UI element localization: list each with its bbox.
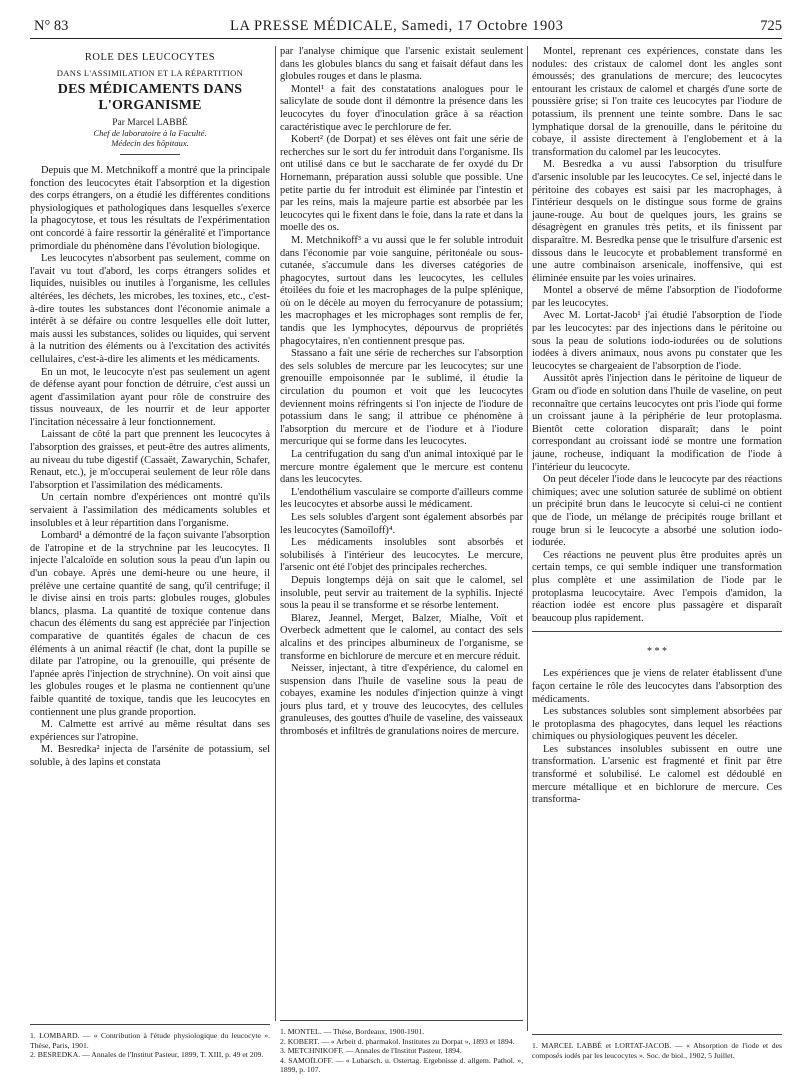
paragraph: M. Besredka² injecta de l'arsénite de potassium, sel soluble, à des lapins et constata (30, 744, 270, 768)
paragraph: Kobert² (de Dorpat) et ses élèves ont fait une série de recherches sur le sort du fer introduit dans l'organisme. Ils ont utilisé dans ce but le saccharate de fer oxydé du Dr Hornemann, préparation aussi soluble que possible. Une petite partie du fer introduit est éliminée par l'intestin et par les reins, mais la majeure partie est absorbée par les leucocytes qui le fixent dans le foie, dans la rate et dans la moelle des os. (280, 134, 523, 234)
paragraph: Aussitôt après l'injection dans le péritoine de liqueur de Gram ou d'iode en solution dans l'huile de vaseline, on peut reconnaître que certains leucocytes ont pris l'iode qui forme un croissant jaune à la périphérie de leur protoplasma. Bientôt cette coloration disparaît; dans le point correspondant au croissant iodé se montre une formation jaune, rocheuse, indiquant la modification de l'iode à l'intérieur du leucocyte. (532, 373, 782, 473)
footnote: 2. KOBERT. — « Arbeit d. pharmakol. Institutes zu Dorpat », 1893 et 1894. (280, 1036, 515, 1046)
paragraph: Montel, reprenant ces expériences, constate dans les nodules: des cristaux de calomel dont les angles sont émoussés; des granulations de mercure; des leucocytes entourant les cristaux de calomel et chargés d'une sorte de poussière grise; si l'on traite ces leucocytes par l'iodure de potassium, ils prennent une teinte sombre. Dans le sac lymphatique dorsal de la grenouille, dans le péritoine du cobaye, il assiste directement à l'englobement et à la transformation du calomel par les leucocytes. (532, 46, 782, 158)
heading-rule (120, 154, 180, 155)
paragraph: Depuis longtemps déjà on sait que le calomel, sel insoluble, peut servir au traitement de la syphilis. Injecté sous la peau il se transforme et se résorbe lentement. (280, 574, 523, 612)
journal-running-title: LA PRESSE MÉDICALE, Samedi, 17 Octobre 1903 (230, 18, 564, 34)
footnote: 1. MONTEL. — Thèse, Bordeaux, 1900-1901. (280, 1027, 425, 1036)
footnote: 3. METCHNIKOFF. — Annales de l'Institut Pasteur, 1894. (280, 1046, 462, 1056)
paragraph: Neisser, injectant, à titre d'expérience, du calomel en suspension dans l'huile de vaseline sous la peau de cobayes, examine les nodules d'injection quinze à vingt jours plus tard, et y trouve des leucocytes, des cellules granuleuses, des gouttes d'huile de vaseline, des vaisseaux thrombosés et infiltrés de granulations noires de mercure. (280, 663, 523, 738)
footnote: 4. SAMOÏLOFF. — « Lubarsch. u. Ostertag. Ergebnisse d. allgem. Pathol. », 1899, p. 107. (280, 1055, 523, 1075)
footnote: 2. BESREDKA. — Annales de l'Institut Pasteur, 1899, T. XIII, p. 49 et 209. (30, 1050, 264, 1060)
footnotes-column-2 (280, 1020, 523, 1075)
article-title-line-1: ROLE DES LEUCOCYTES (84, 52, 216, 63)
article-title-main: DES MÉDICAMENTS DANS L'ORGANISME (57, 82, 243, 113)
paragraph: Montel a observé de même l'absorption de l'iodoforme par les leucocytes. (532, 285, 782, 309)
paragraph: Les substances solubles sont simplement absorbées par le protoplasma des phagocytes, dans lequel les réactions chimiques ou physiologiques peuvent les déceler. (532, 706, 782, 743)
article-author: Par Marcel LABBÉ (112, 118, 188, 128)
asterism-separator: * * * (647, 646, 667, 658)
section-rule (532, 631, 782, 632)
column-1-body (30, 165, 270, 770)
author-affiliation-1: Chef de laboratoire à la Faculté. (93, 128, 207, 138)
paragraph: Les sels solubles d'argent sont également absorbés par les leucocytes (Samoïloff)⁴. (280, 511, 523, 536)
paragraph: Lombard¹ a démontré de la façon suivante l'absorption de l'atropine et de la strychnine par les leucocytes. Il injecte l'alcaloïde en solution sous la peau d'un lapin ou d'un cobaye. Après une demi-heure ou une heure, il prélève une certaine quantité de sang, qu'il centrifuge; il le divise ainsi en trois parts: globules rouges, globules blancs, plasma. La quantité de toxique contenue dans chacun des éléments du sang est appréciée par l'injection comparative de quantités égales de chacun de ces éléments à un animal réactif (le chat, dont la pupille se dilate par l'atropine, ou la grenouille, qui présente de l'apnée après l'injection de strychnine). On voit ainsi que les globules rouges et le plasma ne contiennent qu'une faible quantité de toxique, tandis que les leucocytes en contiennent une plus grande proportion. (30, 530, 270, 718)
paragraph: L'endothélium vasculaire se comporte d'ailleurs comme les leucocytes et absorbe aussi le médicament. (280, 486, 523, 511)
paragraph: Montel¹ a fait des constatations analogues pour le salicylate de soude dont il démontre la présence dans les leucocytes du foyer d'inoculation grâce à sa réaction caractéristique avec le perchlorure de fer. (280, 83, 523, 133)
column-2 (280, 46, 523, 739)
paragraph: On peut déceler l'iode dans le leucocyte par des réactions chimiques; avec une solution saturée de sublimé on obtient un précipité brun dans le leucocyte si celui-ci ne contient que de l'iode, un mélange de précipités rouge brillant et rouge brun si le leucocyte a absorbé une solution iodo-iodurée. (532, 474, 782, 549)
paragraph: Stassano a fait une série de recherches sur l'absorption des sels solubles de mercure par les leucocytes; sur une grenouille empoisonnée par le sublimé, il étudie la circulation du poumon et voit que les leucocytes deviennent moins réfringents si l'on injecte de l'iodure de potassium dans le sang; il attribue ce phénomène à l'absorption du mercure et de l'iodure et à l'iodure mercurique qui se forme dans les leucocytes. (280, 348, 523, 448)
column-1 (30, 46, 270, 770)
paragraph: Les leucocytes n'absorbent pas seulement, comme on l'avait vu tout d'abord, les corps étrangers solides et liquides, nuisibles ou inutiles à l'organisme, les cellules altérées, les déchets, les microbes, les toxines, etc., c'est-à-dire toutes les substances dont l'économie animale a intérêt à se défaire ou contre lesquelles elle doit lutter, mais aussi les substances, solides ou liquides, qui servent à la nutrition des éléments ou à l'excitation des activités cellulaires, c'est-à-dire les aliments et les médicaments. (30, 253, 270, 365)
article-heading (30, 52, 270, 155)
paragraph: Avec M. Lortat-Jacob¹ j'ai étudié l'absorption de l'iode par les leucocytes: par des injections dans le péritoine ou sous la peau de solutions iodo-iodurées ou de solutions iodées à divers animaux, nous avons pu constater que les leucocytes se chargeaient de l'absorption de l'iode. (532, 310, 782, 372)
footnotes-column-3 (532, 1034, 782, 1060)
running-header (30, 16, 782, 39)
paragraph: La centrifugation du sang d'un animal intoxiqué par le mercure montre également que le mercure est contenu dans les leucocytes. (280, 449, 523, 486)
paragraph: M. Calmette est arrivé au même résultat dans ses expériences sur l'atropine. (30, 719, 270, 743)
paragraph: Les substances insolubles subissent en outre une transformation. L'arsenic est fragmenté et finit par être transformé et solubilisé. Le calomel est dédoublé en mercure métallique et en bichlorure de mercure. Ces transforma- (532, 743, 782, 806)
paragraph: En un mot, le leucocyte n'est pas seulement un agent de défense ayant pour fonction de détruire, c'est aussi un agent d'assimilation ayant pour rôle de construire des tissus nouveaux, de les nourrir et de leur apporter l'incitation nécessaire à leur fonctionnement. (30, 366, 270, 428)
column-rule-1 (275, 46, 276, 1021)
author-affiliation-2: Médecin des hôpitaux. (111, 138, 189, 148)
column-3 (532, 46, 782, 807)
issue-number: N° 83 (34, 18, 69, 34)
paragraph: Blarez, Jeannel, Merget, Balzer, Mialhe, Voït et Overbeck admettent que le calomel, au contact des sels alcalins et des principes albumineux de l'organisme, se transforme en bichlorure de mercure et en mercure réduit. (280, 612, 523, 662)
paragraph: Laissant de côté la part que prennent les leucocytes à l'absorption des graisses, et peut-être des autres aliments, au niveau du tube digestif (Cassaët, Zawarychin, Schafer, Renaut, etc.), je m'occuperai seulement de leur rôle dans l'absorption et l'assimilation des médicaments. (30, 429, 270, 491)
footnote: 1. MARCEL LABBÉ et LORTAT-JACOB. — « Absorption de l'iode et des composés iodés par les leucocytes ». Soc. de biol., 1902, 5 Juillet. (532, 1041, 782, 1060)
paragraph: Ces réactions ne peuvent plus être produites après un certain temps, ce qui semble indiquer une transformation plus complète et une assimilation de l'iode par le protoplasma leucocytaire. Avec l'empois d'amidon, la réaction iodée est encore plus passagère et disparaît beaucoup plus rapidement. (532, 549, 782, 624)
paragraph: Depuis que M. Metchnikoff a montré que la principale fonction des leucocytes était l'absorption et la digestion des corps étrangers, on a étudié les différentes conditions physiologiques et pathologiques dans lesquelles s'exerce la phagocytose, et tous les résultats de l'expérimentation ont concordé à faire ressortir la généralité et l'importance primordiale du phénomène dans l'évolution biologique. (30, 165, 270, 252)
article-title-line-2: DANS L'ASSIMILATION ET LA RÉPARTITION (56, 68, 244, 78)
page-number: 725 (760, 18, 782, 34)
paragraph: M. Besredka a vu aussi l'absorption du trisulfure d'arsenic insoluble par les leucocytes. Ce sel, injecté dans le péritoine des cobayes est saisi par les macrophages, à l'intérieur desquels on le distingue sous forme de grains jaune-rouge. Au bout de quelques jours, les grains se désagrègent en granules très petits, et ils finissent par disparaître. M. Besredka pense que le trisulfure d'arsenic est dissous dans le leucocyte et probablement transformé en une autre combinaison arsenicale, inoffensive, qui est éliminée ensuite par les voies urinaires. (532, 159, 783, 284)
paragraph: Les médicaments insolubles sont absorbés et solubilisés à l'intérieur des leucocytes. Le mercure, l'arsenic ont été l'objet des principales recherches. (280, 537, 523, 574)
column-rule-2 (527, 46, 528, 1031)
paragraph: par l'analyse chimique que l'arsenic existait seulement dans les globules blancs du sang et faisait défaut dans les globules rouges et dans le plasma. (280, 46, 523, 83)
paragraph: Les expériences que je viens de relater établissent d'une façon certaine le rôle des leucocytes dans l'absorption des médicaments. (532, 668, 782, 705)
paragraph: Un certain nombre d'expériences ont montré qu'ils servaient à l'assimilation des médicaments solubles et insolubles et à leur répartition dans l'organisme. (30, 492, 270, 529)
footnote: 1. LOMBARD. — « Contribution à l'étude physiologique du leucocyte ». Thèse, Paris, 1901. (30, 1031, 270, 1050)
footnotes-column-1 (30, 1024, 270, 1060)
paragraph: M. Metchnikoff³ a vu aussi que le fer soluble introduit dans l'économie par voie sanguine, péritonéale ou sous-cutanée, s'accumule dans les diverses catégories de phagocytes, surtout dans les leucocytes, les cellules étoilées du foie et les macrophages de la pulpe splénique, où on le décèle au moyen du ferrocyanure de potassium; les macrophages et les microphages sont remplis de fer, tandis que les lymphocytes, dépourvus de propriétés phagocytaires, n'en contiennent presque pas. (280, 234, 523, 347)
